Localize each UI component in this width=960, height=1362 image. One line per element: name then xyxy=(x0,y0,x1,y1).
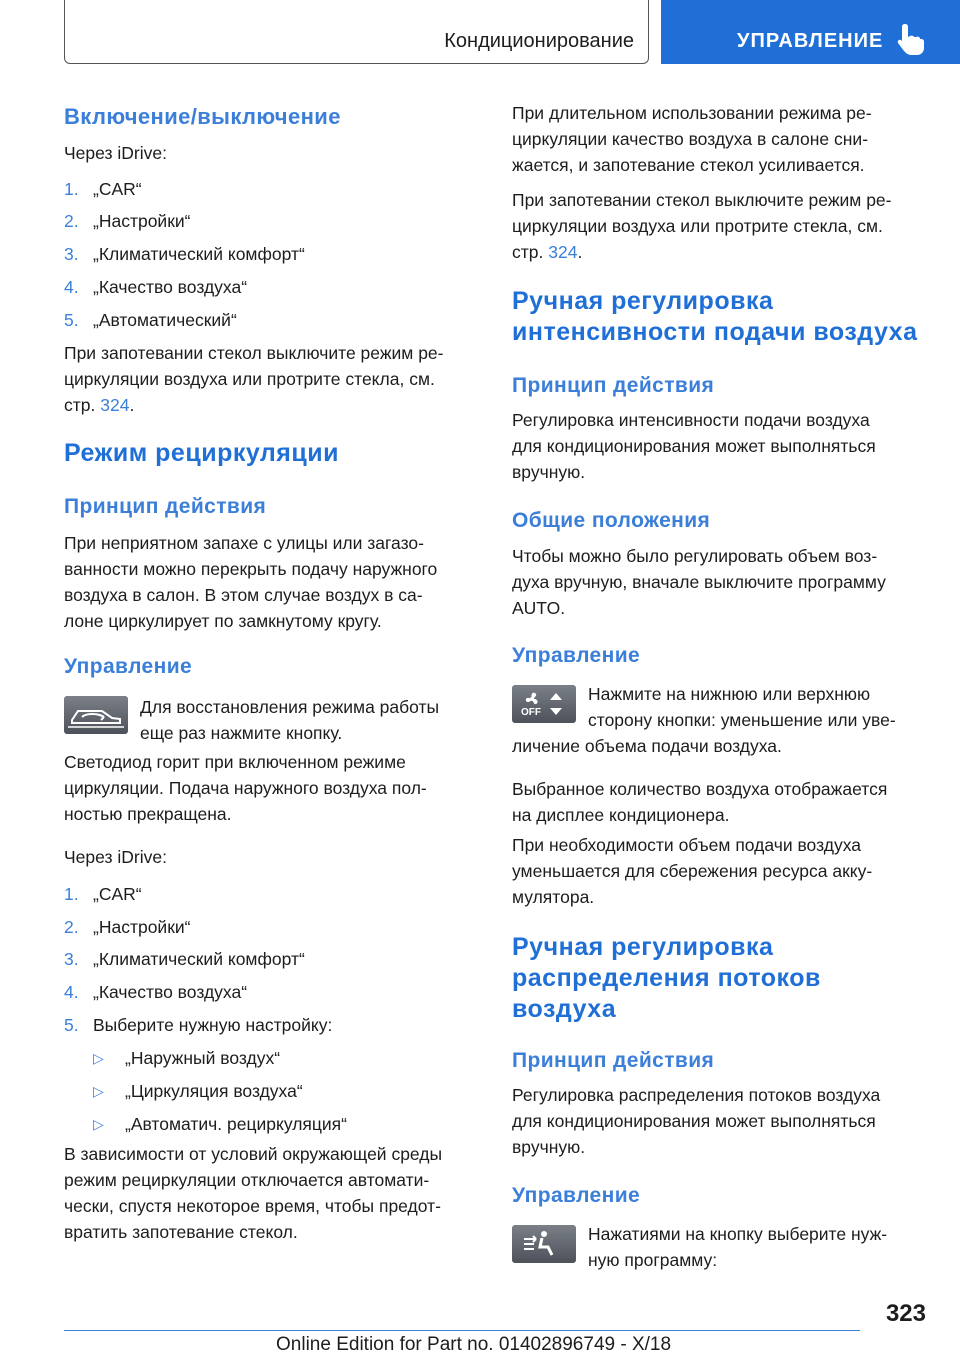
button-description: Для восстановления режима работы еще раз нажмите кнопку. xyxy=(140,697,440,743)
heading-control: Управление xyxy=(64,655,193,678)
recirculation-button-image xyxy=(64,696,128,734)
page-number: 323 xyxy=(885,1300,926,1327)
fan-button-description: Нажмите на нижнюю или верхнюю сторону кнопки: уменьшение или уве- xyxy=(588,684,896,730)
heading-control: Управление xyxy=(512,644,641,667)
distribution-button-description: Нажатиями на кнопку выберите нуж- ную программу: xyxy=(588,1224,888,1270)
hand-pointer-icon xyxy=(896,22,926,56)
heading-on-off: Включение/выключение xyxy=(64,104,341,129)
principle-text: Регулировка интенсивности подачи воздуха для кондиционирования может выполняться вручную. xyxy=(512,410,876,482)
heading-principle: Принцип действия xyxy=(64,495,267,518)
shown-note: Выбранное количество воздуха отображается на дисплее кондиционера. xyxy=(512,779,888,825)
header-section-title: Кондиционирование xyxy=(444,30,634,52)
fan-button-image xyxy=(512,685,576,723)
triangle-bullet-icon: ▷ xyxy=(93,1116,104,1132)
fan-off-label: OFF xyxy=(521,707,541,718)
fog-note-2: При запотевании стекол выключите режим ре- циркуляции воздуха или протрите стекла, см. стр. 324. xyxy=(512,190,892,262)
via-idrive-1: Через iDrive: xyxy=(64,143,167,163)
general-text: Чтобы можно было регулировать объем воз- духа вручную, вначале выключите программу AUTO. xyxy=(512,546,886,618)
recirculation-car-icon xyxy=(64,696,128,734)
fog-note-1: При запотевании стекол выключите режим ре- циркуляции воздуха или протрите стекла, см. стр. 324. xyxy=(64,343,444,415)
principle-text: При неприятном запахе с улицы или загазо- ванности можно перекрыть подачу наружного воздуха в салон. В этом случае воздух в са- лоне циркулирует по замкнутому кругу. xyxy=(64,533,438,631)
via-idrive-2: Через iDrive: xyxy=(64,847,167,867)
footer-divider xyxy=(64,1330,860,1331)
led-note: Светодиод горит при включенном режиме циркуляции. Подача наружного воздуха пол- ностью прекращена. xyxy=(64,752,427,824)
page-ref-link[interactable]: 324 xyxy=(100,395,130,415)
air-distribution-button-image xyxy=(512,1225,576,1263)
air-distribution-icon xyxy=(512,1225,576,1263)
heading-manual-air: Ручная регулировка интенсивности подачи воздуха xyxy=(512,287,918,346)
heading-principle: Принцип действия xyxy=(512,374,715,397)
heading-manual-distribution: Ручная регулировка распределения потоков воздуха xyxy=(512,933,821,1023)
header-section-tab xyxy=(64,0,649,64)
header-chapter-title: УПРАВЛЕНИЕ xyxy=(737,30,884,52)
header-chapter-tab xyxy=(661,0,960,64)
heading-principle: Принцип действия xyxy=(512,1049,715,1072)
heading-general: Общие положения xyxy=(512,509,711,532)
long-use-note: При длительном использовании режима ре- циркуляции качество воздуха в салоне сни- жается, и запотевание стекол усиливается. xyxy=(512,103,872,175)
page-ref-link[interactable]: 324 xyxy=(548,242,578,262)
auto-off-note: В зависимости от условий окружающей среды режим рециркуляции отключается автомати- чески, спустя некоторое время, чтобы предот- вратить запотевание стекол. xyxy=(64,1144,443,1242)
fan-button-description-cont: личение объема подачи воздуха. xyxy=(512,736,782,756)
triangle-bullet-icon: ▷ xyxy=(93,1050,104,1066)
principle-text: Регулировка распределения потоков воздуха для кондиционирования может выполняться вручную. xyxy=(512,1085,881,1157)
heading-recirculation: Режим рециркуляции xyxy=(64,439,340,467)
heading-control: Управление xyxy=(512,1184,641,1207)
edition-footer: Online Edition for Part no. 01402896749 - X/18 xyxy=(276,1334,672,1355)
battery-saving-note: При необходимости объем подачи воздуха уменьшается для сбережения ресурса акку- мулятора. xyxy=(512,835,873,907)
triangle-bullet-icon: ▷ xyxy=(93,1083,104,1099)
